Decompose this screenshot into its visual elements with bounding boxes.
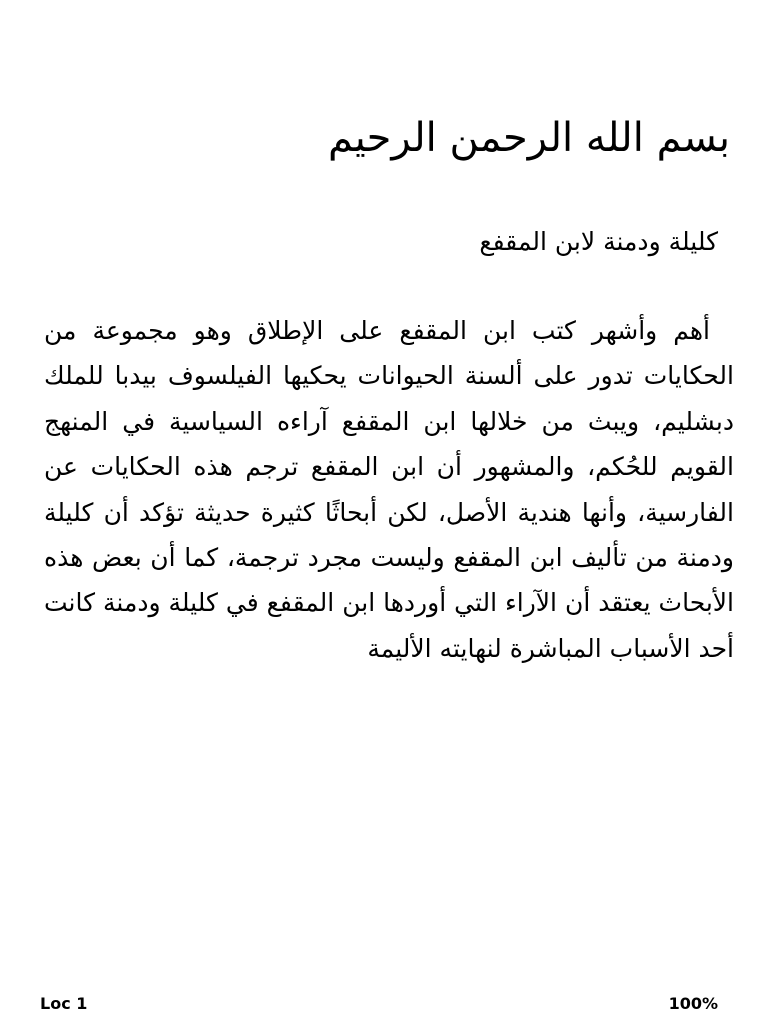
- body-paragraph: أهم وأشهر كتب ابن المقفع على الإطلاق وهو مجموعة من الحكايات تدور على ألسنة الحيوانات يحكيها الفيلسوف بيدبا للملك دبشليم، ويبث من خلالها ابن المقفع آراءه السياسية في المنهج القويم للحُكم، والمشهور أن ابن المقفع ترجم هذه الحكايات عن الفارسية، وأنها هندية الأصل، لكن أبحاثًا كثيرة حديثة تؤكد أن كليلة ودمنة من تأليف ابن المقفع وليست مجرد ترجمة، كما أن بعض هذه الأبحاث يعتقد أن الآراء التي أوردها ابن المقفع في كليلة ودمنة كانت أحد الأسباب المباشرة لنهايته الأليمة: [44, 316, 734, 663]
- progress-percentage: 100%: [668, 994, 718, 1013]
- page-title: بسم الله الرحمن الرحيم: [327, 115, 730, 161]
- book-subtitle: كليلة ودمنة لابن المقفع: [479, 227, 718, 256]
- location-indicator: Loc 1: [40, 994, 88, 1013]
